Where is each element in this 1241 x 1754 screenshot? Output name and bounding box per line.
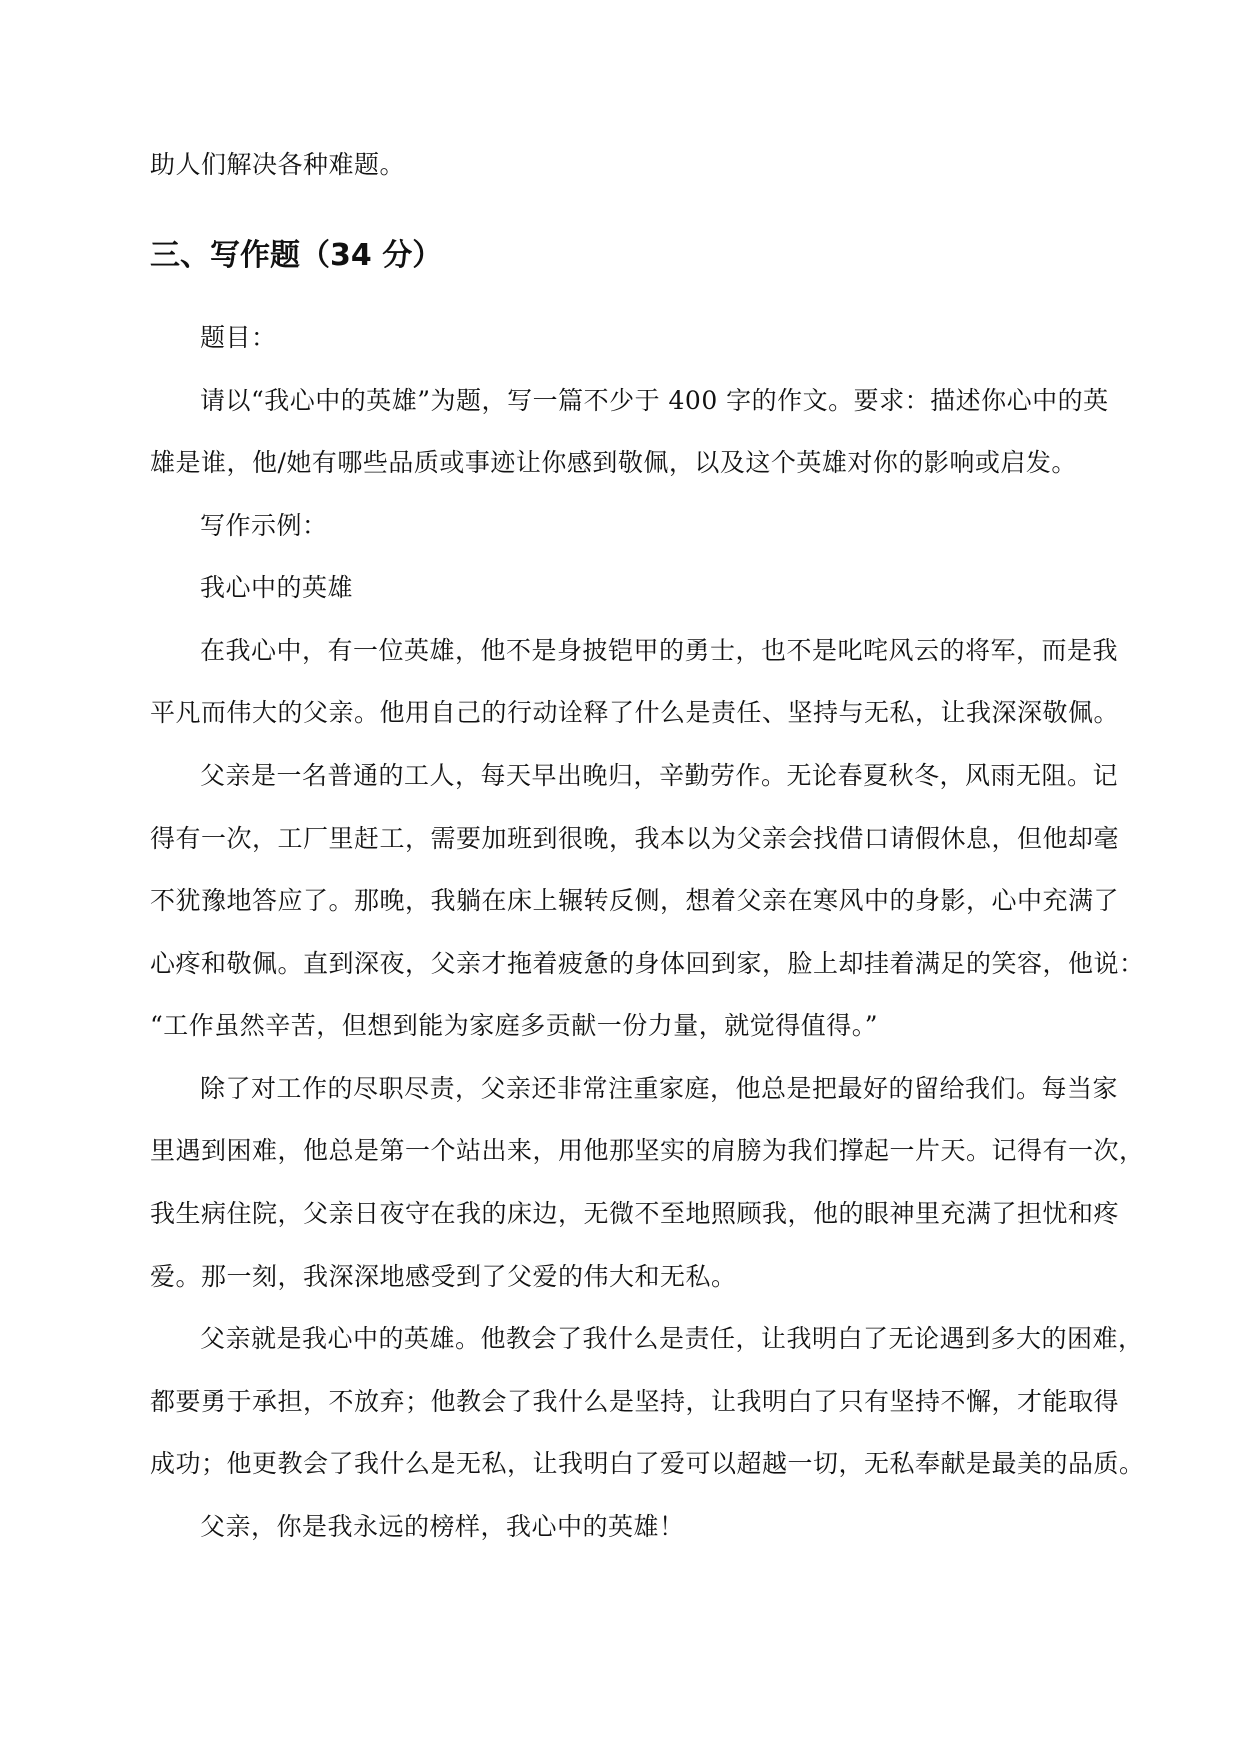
example-label: 写作示例： — [200, 511, 328, 540]
paragraph-line: 里遇到困难，他总是第一个站出来，用他那坚实的肩膀为我们撑起一片天。记得有一次， — [150, 1136, 1145, 1165]
paragraph-line: 平凡而伟大的父亲。他用自己的行动诠释了什么是责任、坚持与无私，让我深深敬佩。 — [150, 698, 1120, 727]
prompt-line: 雄是谁，他/她有哪些品质或事迹让你感到敬佩，以及这个英雄对你的影响或启发。 — [150, 448, 1077, 477]
paragraph-line: 父亲是一名普通的工人，每天早出晚归，辛勤劳作。无论春夏秋冬，风雨无阻。记 — [200, 761, 1119, 790]
paragraph-line: 除了对工作的尽职尽责，父亲还非常注重家庭，他总是把最好的留给我们。每当家 — [200, 1074, 1119, 1103]
paragraph-line: 心疼和敬佩。直到深夜，父亲才拖着疲惫的身体回到家，脸上却挂着满足的笑容，他说： — [150, 949, 1145, 978]
prompt-line: 请以“我心中的英雄”为题，写一篇不少于 400 字的作文。要求：描述你心中的英 — [200, 386, 1109, 415]
paragraph-line: 得有一次，工厂里赶工，需要加班到很晚，我本以为父亲会找借口请假休息，但他却毫 — [150, 824, 1120, 853]
paragraph-line: “工作虽然辛苦，但想到能为家庭多贡献一份力量，就觉得值得。” — [150, 1011, 879, 1040]
paragraph-line: 不犹豫地答应了。那晚，我躺在床上辗转反侧，想着父亲在寒风中的身影，心中充满了 — [150, 886, 1120, 915]
paragraph-line: 父亲，你是我永远的榜样，我心中的英雄！ — [200, 1512, 685, 1541]
paragraph-line: 父亲就是我心中的英雄。他教会了我什么是责任，让我明白了无论遇到多大的困难， — [200, 1324, 1144, 1353]
paragraph-line: 都要勇于承担，不放弃；他教会了我什么是坚持，让我明白了只有坚持不懈，才能取得 — [150, 1387, 1120, 1416]
section-heading: 三、写作题（34 分） — [150, 238, 443, 273]
paragraph-line: 在我心中，有一位英雄，他不是身披铠甲的勇士，也不是叱咤风云的将军，而是我 — [200, 636, 1119, 665]
paragraph-line: 成功；他更教会了我什么是无私，让我明白了爱可以超越一切，无私奉献是最美的品质。 — [150, 1449, 1145, 1478]
paragraph-line: 爱。那一刻，我深深地感受到了父爱的伟大和无私。 — [150, 1262, 737, 1291]
prompt-label: 题目： — [200, 323, 277, 352]
essay-title: 我心中的英雄 — [200, 573, 354, 602]
continuation-text: 助人们解决各种难题。 — [150, 150, 406, 179]
paragraph-line: 我生病住院，父亲日夜守在我的床边，无微不至地照顾我，他的眼神里充满了担忧和疼 — [150, 1199, 1120, 1228]
